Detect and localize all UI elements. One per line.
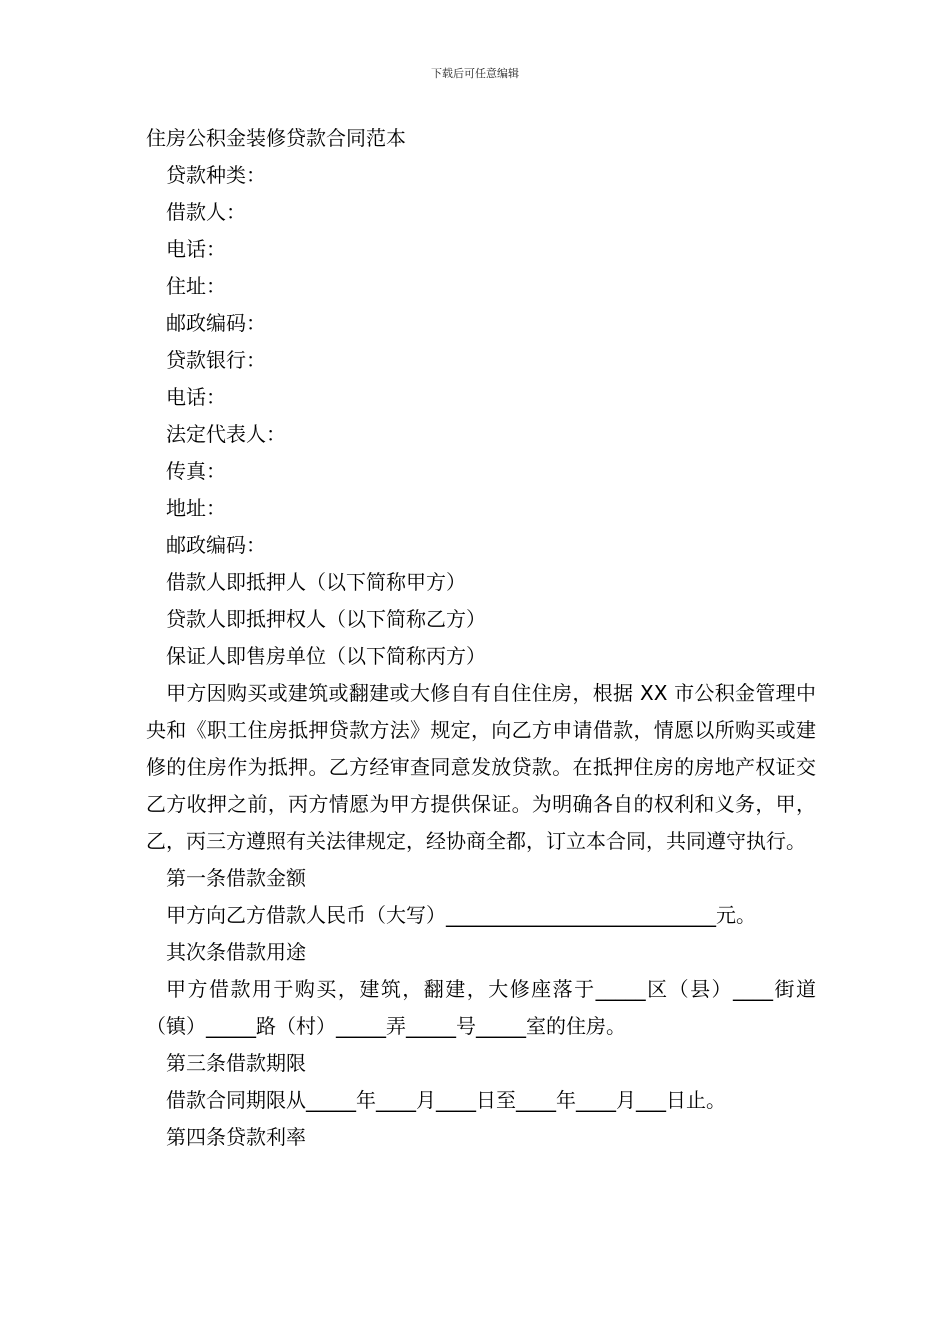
document-body [146, 120, 816, 1156]
party-b: 贷款人即抵押权人（以下简称乙方） [166, 607, 486, 631]
field-borrower-postcode: 邮政编码： [166, 311, 266, 335]
article-3-text: 借款合同期限从_____年____月____日至____年____月___日止。 [166, 1088, 726, 1112]
party-c: 保证人即售房单位（以下简称丙方） [166, 644, 486, 668]
header-note: 下载后可任意编辑 [431, 67, 519, 80]
field-fax: 传真： [166, 459, 226, 483]
article-2-text: 甲方借款用于购买，建筑，翻建，大修座落于_____区（县）____街道（镇）_____路（村）_____弄_____号_____室的住房。 [146, 977, 816, 1038]
party-a: 借款人即抵押人（以下简称甲方） [166, 570, 466, 594]
field-borrower-address: 住址： [166, 274, 226, 298]
field-loan-type: 贷款种类： [166, 163, 266, 187]
article-2-title: 其次条借款用途 [166, 940, 306, 964]
article-1-title: 第一条借款金额 [166, 866, 306, 890]
document-title: 住房公积金装修贷款合同范本 [146, 126, 406, 150]
field-borrower: 借款人： [166, 200, 246, 224]
article-4-title: 第四条贷款利率 [166, 1125, 306, 1149]
article-3-title: 第三条借款期限 [166, 1051, 306, 1075]
field-bank-phone: 电话： [166, 385, 226, 409]
field-lending-bank: 贷款银行： [166, 348, 266, 372]
field-bank-postcode: 邮政编码： [166, 533, 266, 557]
intro-paragraph: 甲方因购买或建筑或翻建或大修自有自住住房，根据 XX 市公积金管理中央和《职工住房抵押贷款方法》规定，向乙方申请借款，情愿以所购买或建修的住房作为抵押。乙方经审查同意发放贷款。在抵押住房的房地产权证交乙方收押之前，丙方情愿为甲方提供保证。为明确各自的权利和义务，甲，乙，丙三方遵照有关法律规定，经协商全都，订立本合同，共同遵守执行。 [146, 681, 816, 853]
article-1-text: 甲方向乙方借款人民币（大写）___________________________元。 [166, 903, 756, 927]
field-bank-address: 地址： [166, 496, 226, 520]
field-borrower-phone: 电话： [166, 237, 226, 261]
field-legal-representative: 法定代表人： [166, 422, 286, 446]
